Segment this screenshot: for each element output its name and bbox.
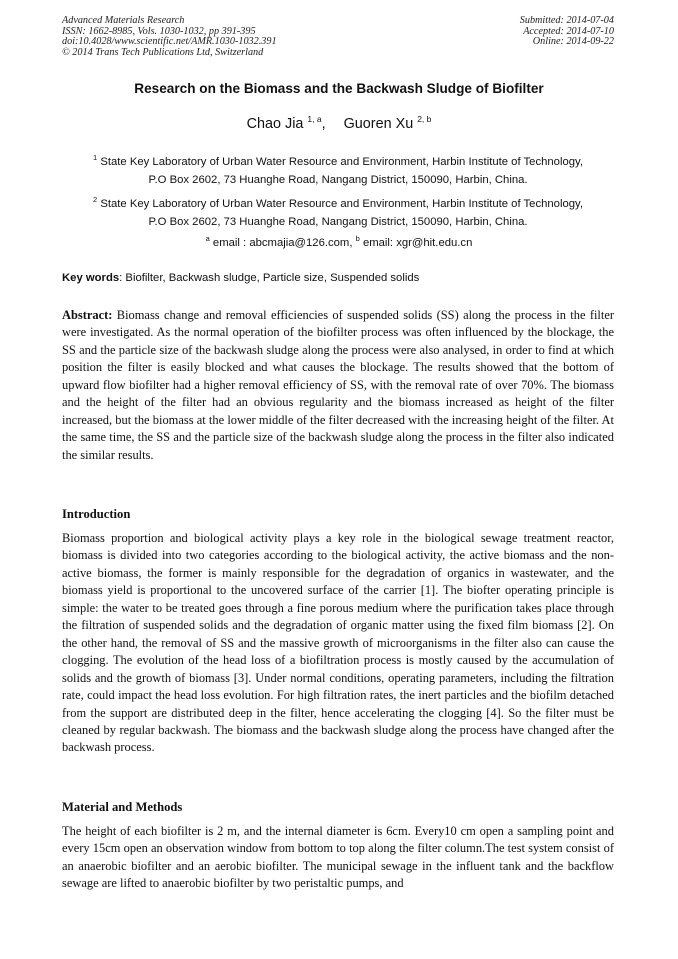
journal-copyright: © 2014 Trans Tech Publications Ltd, Switzerland: [62, 46, 264, 58]
affiliation-1: [62, 149, 614, 189]
keywords-label: Key words: [62, 272, 120, 284]
accepted-date: Accepted: 2014-07-10: [523, 25, 614, 37]
journal-doi: doi:10.4028/www.scientific.net/AMR.1030-1032.391: [62, 36, 277, 48]
paper-title: Research on the Biomass and the Backwash Sludge of Biofilter: [134, 81, 544, 96]
author-mark: 2, b: [417, 114, 432, 124]
email-line: [0, 234, 678, 249]
abstract-text: Biomass change and removal efficiencies of suspended solids (SS) along the process in the filter were investigated. As the normal operation of the biofilter process was often influenced by the blockage, the SS and the particle size of the backwash sludge along the process were also analysed, in order to find at which position the filter is easily blocked and what causes the blockage. The results showed that the bottom of upward flow biofilter had a higher removal efficiency of SS, with the removal rate of over 70%. The biomass and the height of the filter had an obvious regularity and the biomass increased as height of the filter increased, but the biomass at the lower middle of the filter decreased with the increasing height of the filter. At the same time, the SS and the particle size of the backwash sludge along the process in the filter also indicated the similar results.: [62, 308, 614, 462]
introduction-text: Biomass proportion and biological activity plays a key role in the biological sewage treatment reactor, biomass is divided into two categories according to the biological activity, the active biomass and the non-active biomass, the former is mainly responsible for the degradation of organics in wastewater, and the biomass yield is proportional to the uncovered surface of the carrier [1]. The biofter operating principle is simple: the water to be treated goes through a fine porous medium where the purification takes place through the filtration of suspended solids and the degradation of organic matter using the fixed film biomass [2]. On the other hand, the removal of SS and the massive growth of microorganisms in the filter also can cause the clogging. The evolution of the head loss of a biofiltration process is mostly caused by the accumulation of solids and the growth of biomass [3]. Under normal conditions, operating parameters, including the filtration rate, could impact the head loss evolution. For high filtration rates, the inert particles and the biofilm detached from the support are distributed deep in the filter, hence accelerating the clogging [4]. So the filter must be cleaned by regular backwash. The biomass and the backwash sludge along the process have changed after the backwash process.: [62, 531, 614, 755]
methods-text: The height of each biofilter is 2 m, and the internal diameter is 6cm. Every10 cm open a sampling point and every 15cm open an observation window from bottom to top along the filter column.The test system consist of an anaerobic biofilter and an aerobic biofilter. The municipal sewage in the influent tank and the backflow sewage are lifted to anaerobic biofilter by two peristaltic pumps, and: [62, 824, 614, 891]
keywords: [62, 272, 614, 284]
submitted-date: Submitted: 2014-07-04: [519, 15, 614, 26]
email-a[interactable]: email : abcmajia@126.com,: [212, 237, 353, 249]
affiliation-line: P.O Box 2602, 73 Huanghe Road, Nangang District, 150090, Harbin, China.: [148, 174, 528, 186]
section-heading-introduction: Introduction: [62, 507, 131, 521]
email-mark: b: [355, 234, 360, 243]
affiliation-2: [62, 191, 614, 231]
author-line: Chao Jia $^{1, a}$, Guoren Xu $^{2, b}$: [246, 114, 432, 132]
affiliation-mark: 2: [93, 195, 98, 204]
affiliation-line: State Key Laboratory of Urban Water Resource and Environment, Harbin Institute of Technology,: [100, 198, 583, 210]
journal-info: [62, 16, 277, 58]
author-mark: 1, a: [307, 114, 322, 124]
section-heading-methods: Material and Methods: [62, 800, 183, 814]
email-mark: a: [205, 234, 210, 243]
author-name: Chao Jia: [246, 116, 304, 132]
affiliation-line: State Key Laboratory of Urban Water Resource and Environment, Harbin Institute of Technology,: [100, 156, 583, 168]
affiliation-mark: 1: [93, 153, 98, 162]
online-date: Online: 2014-09-22: [532, 36, 614, 48]
journal-issn: ISSN: 1662-8985, Vols. 1030-1032, pp 391-395: [62, 25, 256, 37]
affiliation-line: P.O Box 2602, 73 Huanghe Road, Nangang District, 150090, Harbin, China.: [148, 216, 528, 228]
abstract-label: Abstract:: [62, 308, 113, 322]
keywords-text: : Biofilter, Backwash sludge, Particle size, Suspended solids: [119, 272, 420, 284]
publication-dates: [520, 16, 614, 48]
journal-name: Advanced Materials Research: [62, 15, 185, 26]
abstract: [62, 307, 614, 464]
author-name: Guoren Xu: [343, 116, 414, 132]
email-b[interactable]: email: xgr@hit.edu.cn: [362, 237, 473, 249]
